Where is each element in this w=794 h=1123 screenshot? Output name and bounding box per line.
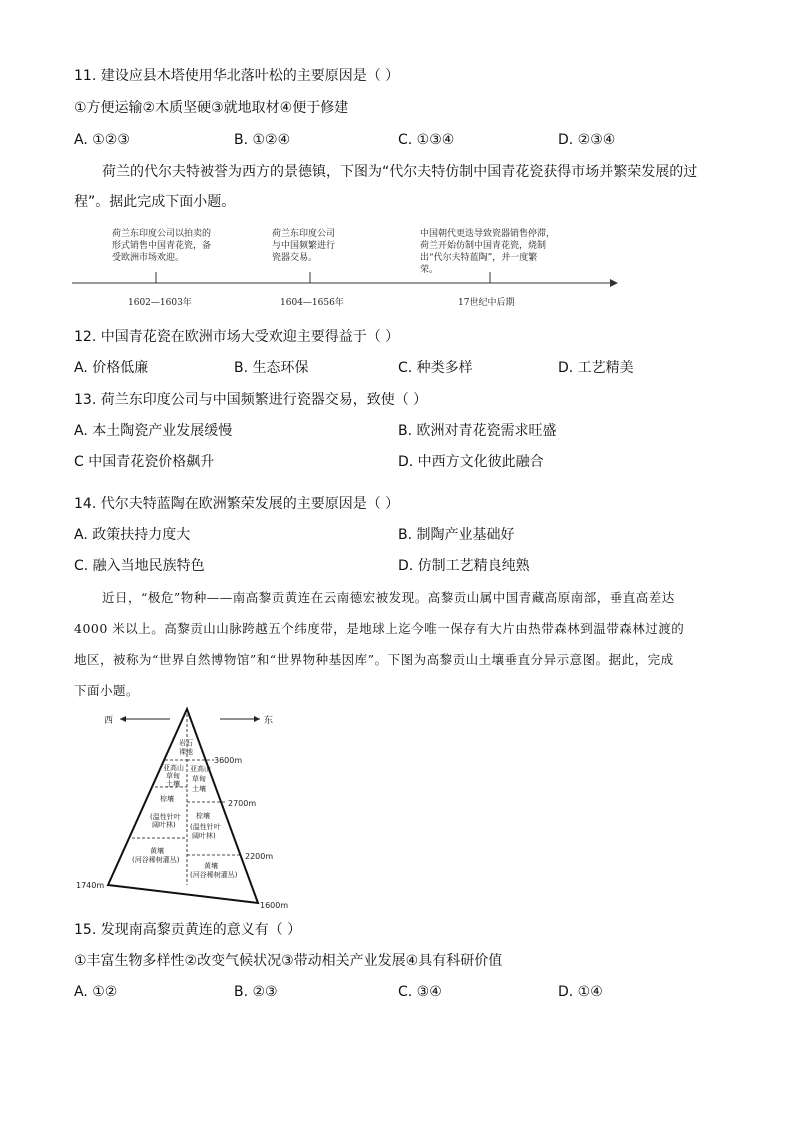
passage1-line1: 荷兰的代尔夫特被誉为西方的景德镇，下图为“代尔夫特仿制中国青花瓷获得市场并繁荣发展的过	[102, 164, 698, 180]
q15-stem: 15. 发现南高黎贡黄连的意义有（ ）	[74, 922, 302, 938]
q11-option-b: B. ①②④	[234, 132, 291, 148]
timeline-note-3: 中国朝代更迭导致瓷器销售停滞， 荷兰开始仿制中国青花瓷，烧制 出“代尔夫特蓝陶”，并一度繁 荣。	[420, 229, 556, 275]
passage2-line1: 近日，“极危”物种——南高黎贡黄连在云南德宏被发现。高黎贡山属中国青藏高原南部，垂直高差达	[102, 590, 675, 605]
timeline-date-3: 17世纪中后期	[458, 298, 515, 308]
q11-option-d: D. ②③④	[558, 132, 616, 148]
q12-option-d: D. 工艺精美	[558, 360, 634, 376]
zone-rock-2: 裸地	[179, 748, 193, 756]
elev-1600: 1600m	[260, 901, 289, 910]
timeline-note-2: 荷兰东印度公司 与中国频繁进行 瓷器交易。	[272, 229, 336, 263]
passage1-line2: 程”。据此完成下面小题。	[74, 194, 236, 210]
west-arrow-icon	[120, 716, 126, 722]
q12-option-b: B. 生态环保	[234, 360, 309, 376]
q12-option-c: C. 种类多样	[398, 360, 473, 376]
elev-2700: 2700m	[228, 799, 257, 808]
elev-3600: 3600m	[214, 756, 243, 765]
q13-option-b: B. 欧洲对青花瓷需求旺盛	[398, 423, 557, 439]
q14-option-d: D. 仿制工艺精良纯熟	[398, 558, 530, 574]
timeline-axis	[0, 0, 794, 320]
q11-option-a: A. ①②③	[74, 132, 130, 148]
right-zone-brown-1: 棕壤	[196, 812, 210, 820]
east-label: 东	[264, 716, 274, 726]
q15-option-c: C. ③④	[398, 984, 442, 1000]
left-zone-subalpine-1: 亚高山	[163, 764, 184, 772]
q12-stem: 12. 中国青花瓷在欧洲市场大受欢迎主要得益于（ ）	[74, 329, 400, 345]
left-zone-subalpine-3: 土壤	[166, 780, 180, 788]
left-zone-brown-2: (温性针叶	[150, 813, 181, 821]
q14-option-b: B. 制陶产业基础好	[398, 527, 515, 543]
q15-statements: ①丰富生物多样性②改变气候状况③带动相关产业发展④具有科研价值	[74, 953, 503, 969]
q11-statements: ①方便运输②木质坚硬③就地取材④便于修建	[74, 100, 349, 116]
passage2-line3: 地区，被称为“世界自然博物馆”和“世界物种基因库”。下图为高黎贡山土壤垂直分异示意图。据此，完成	[74, 652, 674, 667]
left-zone-yellow-2: (河谷稀树灌丛)	[132, 856, 180, 864]
left-zone-subalpine-2: 草甸	[166, 772, 180, 780]
zone-rock-1: 岩石	[179, 739, 193, 747]
left-zone-yellow-1: 黄壤	[150, 847, 164, 855]
q11-stem: 11. 建设应县木塔使用华北落叶松的主要原因是（ ）	[74, 68, 400, 84]
q14-option-c: C. 融入当地民族特色	[74, 558, 205, 574]
west-label: 西	[104, 716, 114, 726]
passage2-line2: 4000 米以上。高黎贡山山脉跨越五个纬度带，是地球上迄今唯一保存有大片由热带森林到温带森林过渡的	[74, 621, 685, 636]
elev-2200: 2200m	[245, 852, 274, 861]
timeline-date-1: 1602—1603年	[128, 298, 192, 308]
left-zone-brown-3: 阔叶林)	[152, 821, 176, 829]
right-zone-yellow-2: (河谷稀树灌丛)	[190, 871, 238, 879]
q12-option-a: A. 价格低廉	[74, 360, 149, 376]
q13-option-a: A. 本土陶瓷产业发展缓慢	[74, 423, 233, 439]
east-arrow-icon	[254, 716, 260, 722]
right-zone-brown-3: 阔叶林)	[192, 832, 216, 840]
q15-option-a: A. ①②	[74, 984, 118, 1000]
q13-stem: 13. 荷兰东印度公司与中国频繁进行瓷器交易，致使（ ）	[74, 392, 428, 408]
q14-stem: 14. 代尔夫特蓝陶在欧洲繁荣发展的主要原因是（ ）	[74, 496, 400, 512]
timeline-note-1: 荷兰东印度公司以拍卖的 形式销售中国青花瓷，备 受欧洲市场欢迎。	[112, 229, 212, 263]
right-zone-subalpine-3: 土壤	[192, 785, 206, 793]
right-zone-subalpine-2: 草甸	[192, 775, 206, 783]
timeline-date-2: 1604—1656年	[280, 298, 344, 308]
q11-option-c: C. ①③④	[398, 132, 455, 148]
q15-option-b: B. ②③	[234, 984, 278, 1000]
right-zone-yellow-1: 黄壤	[204, 862, 218, 870]
left-zone-brown-1: 棕壤	[160, 795, 174, 803]
q14-option-a: A. 政策扶持力度大	[74, 527, 191, 543]
right-zone-subalpine-1: 亚高山	[190, 765, 211, 773]
q13-option-c: C 中国青花瓷价格飙升	[74, 454, 215, 470]
q13-option-d: D. 中西方文化彼此融合	[398, 454, 544, 470]
right-zone-brown-2: (温性针叶	[190, 823, 221, 831]
passage2-line4: 下面小题。	[74, 683, 140, 698]
elev-1740: 1740m	[76, 881, 105, 890]
q15-option-d: D. ①④	[558, 984, 603, 1000]
soil-vertical-diagram	[70, 705, 310, 910]
